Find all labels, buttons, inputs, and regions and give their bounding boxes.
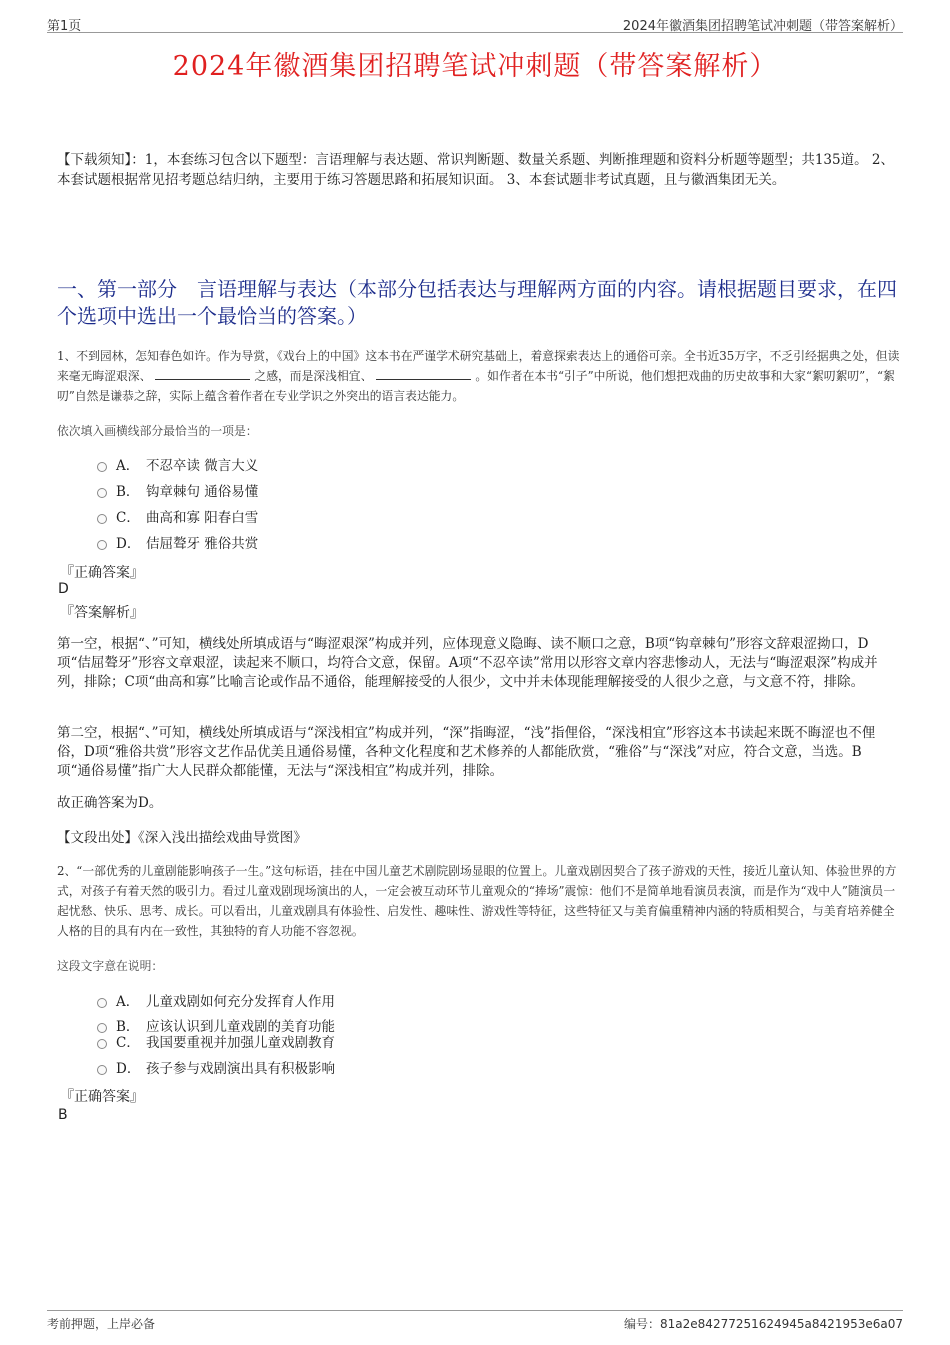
question-1-analysis-2: 第二空，根据“、”可知，横线处所填成语与“深浅相宜”构成并列，“深”指晦涩，“浅”指俚俗，“深浅相宜”形容这本书读起来既不晦涩也不俚俗，D项“雅俗共赏”形容文艺作品优美且通俗易懂，各种文化程度和艺术修养的人都能欣赏，“雅俗”与“深浅”对应，符合文意，当选。B项“通俗易懂”指广大人民群众都能懂，无法与“深浅相宜”构成并列，排除。	[57, 725, 876, 779]
question-1-answer-label: 『正确答案』	[60, 565, 144, 581]
question-1-answer: D	[58, 581, 69, 597]
radio-icon[interactable]	[97, 514, 107, 524]
fill-blank-1	[155, 369, 250, 380]
question-1-option-c[interactable]: C． 曲高和寡 阳春白雪	[97, 508, 258, 528]
question-1-source: 【文段出处】《深入浅出描绘戏曲导赏图》	[57, 830, 307, 846]
question-2-option-d[interactable]: D． 孩子参与戏剧演出具有积极影响	[97, 1059, 335, 1079]
question-1-part3: 。如作者在本书“引子”中所说，他们想把戏曲的历史故事和大家“絮叨絮叨”，“絮叨”自然是谦恭之辞，实际上蕴含着作者在专业学识之外突出的语言表达能力。	[57, 369, 895, 403]
question-1-option-a[interactable]: A． 不忍卒读 微言大义	[97, 456, 258, 476]
download-notice: 【下载须知】：1，本套练习包含以下题型：言语理解与表达题、常识判断题、数量关系题、判断推理题和资料分析题等题型；共135道。 2、本套试题根据常见招考题总结归纳，主要用于练习答题思路和拓展知识面。 3、本套试题非考试真题，且与徽酒集团无关。	[57, 152, 894, 188]
page-footer	[47, 1310, 903, 1331]
radio-icon[interactable]	[97, 462, 107, 472]
header-doc-title: 2024年徽酒集团招聘笔试冲刺题（带答案解析）	[622, 19, 903, 34]
fill-blank-2	[376, 369, 471, 380]
question-2-option-b[interactable]: B． 应该认识到儿童戏剧的美育功能	[97, 1017, 335, 1037]
question-2-instruction: 这段文字意在说明：	[57, 959, 164, 973]
footer-serial: 编号：81a2e84277251624945a8421953e6a07	[624, 1317, 903, 1331]
radio-icon[interactable]	[97, 998, 107, 1008]
page-header	[47, 14, 903, 33]
radio-icon[interactable]	[97, 1023, 107, 1033]
question-1-option-b[interactable]: B． 钩章棘句 通俗易懂	[97, 482, 258, 502]
document-title: 2024年徽酒集团招聘笔试冲刺题（带答案解析）	[172, 51, 778, 82]
page-number: 第1页	[47, 19, 82, 34]
question-1-text	[57, 346, 902, 406]
radio-icon[interactable]	[97, 1039, 107, 1049]
question-2-text: 2、“一部优秀的儿童剧能影响孩子一生。”这句标语，挂在中国儿童艺术剧院剧场显眼的位置上。儿童戏剧因契合了孩子游戏的天性，接近儿童认知、体验世界的方式，对孩子有着天然的吸引力。看过儿童戏剧现场演出的人，一定会被互动环节儿童观众的“捧场”震惊：他们不是简单地看演员表演，而是作为“戏中人”随演员一起忧愁、快乐、思考、成长。可以看出，儿童戏剧具有体验性、启发性、趣味性、游戏性等特征，这些特征又与美育偏重精神内涵的特质相契合，与美育培养健全人格的目的具有内在一致性，其独特的育人功能不容忽视。	[57, 864, 897, 938]
question-1-instruction: 依次填入画横线部分最恰当的一项是：	[57, 424, 258, 438]
question-2-answer-label: 『正确答案』	[60, 1089, 144, 1105]
question-1-option-d[interactable]: D． 佶屈聱牙 雅俗共赏	[97, 534, 258, 554]
question-2-answer: B	[58, 1107, 68, 1123]
radio-icon[interactable]	[97, 540, 107, 550]
question-2-option-a[interactable]: A． 儿童戏剧如何充分发挥育人作用	[97, 992, 335, 1012]
question-1-analysis-1: 第一空，根据“、”可知，横线处所填成语与“晦涩艰深”构成并列，应体现意义隐晦、读不顺口之意，B项“钩章棘句”形容文辞艰涩拗口，D项“佶屈聱牙”形容文章艰涩，读起来不顺口，均符合文意，保留。A项“不忍卒读”常用以形容文章内容悲惨动人，无法与“晦涩艰深”构成并列，排除；C项“曲高和寡”比喻言论或作品不通俗，能理解接受的人很少，文中并未体现能理解接受的人很少之意，与文意不符，排除。	[57, 636, 878, 690]
question-1-analysis-label: 『答案解析』	[60, 605, 144, 621]
question-1-conclusion: 故正确答案为D。	[57, 795, 163, 811]
question-1-part1: 1、不到园林，怎知春色如许。作为导赏，《戏台上的中国》这本书在严谨学术研究基础上，着意探索表达上的通俗可亲。全书近35万字，不乏引经据典之处，但读来毫无晦涩艰深、	[57, 349, 900, 383]
footer-slogan: 考前押题，上岸必备	[47, 1317, 156, 1331]
question-2-option-c[interactable]: C． 我国要重视并加强儿童戏剧教育	[97, 1033, 335, 1053]
radio-icon[interactable]	[97, 1065, 107, 1075]
question-1-part2: 之感，而是深浅相宜、	[254, 369, 373, 383]
section-heading: 一、第一部分 言语理解与表达（本部分包括表达与理解两方面的内容。请根据题目要求，在四个选项中选出一个最恰当的答案。）	[57, 277, 897, 328]
radio-icon[interactable]	[97, 488, 107, 498]
